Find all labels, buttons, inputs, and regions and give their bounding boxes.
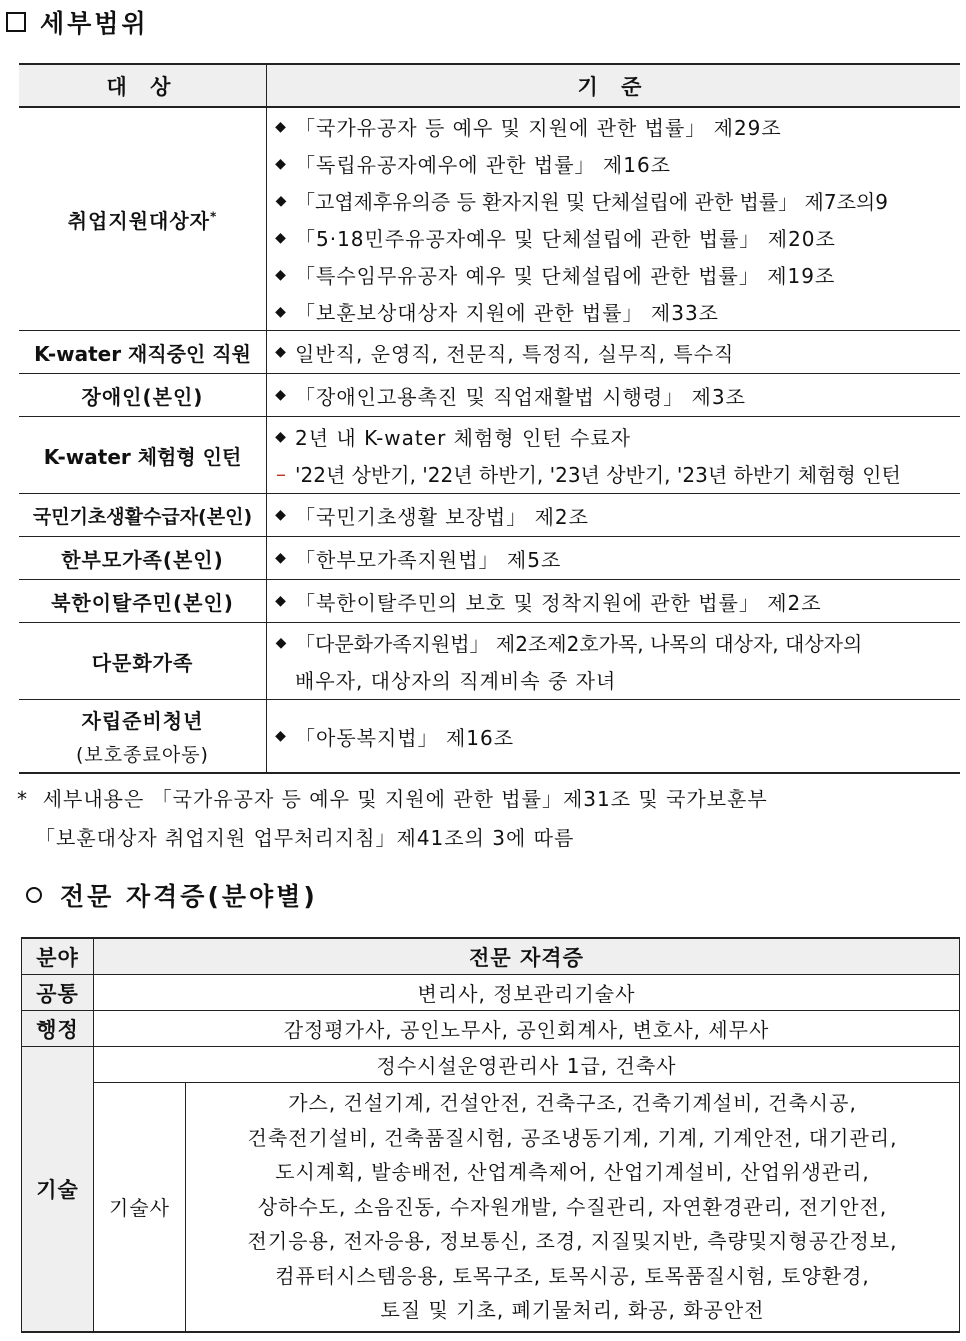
cert-line: 도시계획, 발송배전, 산업계측제어, 산업기계설비, 산업위생관리, [275,1160,870,1184]
criteria-cell [267,700,961,774]
table-row [22,1047,960,1083]
certificate-table-header [22,938,960,975]
header-target: 대 상 [19,64,267,107]
criteria-cell [267,580,961,623]
footnote-line: 「보훈대상자 취업지원 업무처리지침」제41조의 3에 따름 [35,826,575,850]
certificate-table [21,937,960,1333]
target-cell [19,700,267,774]
criteria-item: ◆ 「다문화가족지원법」 제2조제2호가목, 나목의 대상자, 대상자의 [267,624,960,661]
table-row [19,331,960,374]
criteria-cell [267,374,961,417]
bullet-icon: ◆ [275,507,287,523]
table-row [19,494,960,537]
cert-line: 가스, 건설기계, 건설안전, 건축구조, 건축기계설비, 건축시공, [288,1091,857,1115]
table-row [19,417,960,494]
bullet-icon: ◆ [275,303,287,320]
table-row [22,1083,960,1332]
bullet-icon: ◆ [275,229,287,246]
criteria-item: ◆ 「보훈보상대상자 지원에 관한 법률」 제33조 [267,293,960,330]
target-cell: K-water 체험형 인턴 [19,417,267,494]
target-label: 취업지원대상자 [67,208,210,233]
bullet-icon: ◆ [275,428,287,445]
header-field: 분야 [22,938,94,975]
scope-table [19,63,960,774]
scope-table-header [19,64,960,107]
footnote-mark: * [209,208,218,223]
target-cell: 국민기초생활수급자(본인) [19,494,267,537]
certs-cell: 감정평가사, 공인노무사, 공인회계사, 변호사, 세무사 [94,1011,960,1047]
footnote [17,780,962,858]
subsection-title-text: 전문 자격증(분야별) [60,882,318,911]
certs-cell [186,1083,960,1332]
cert-line: 건축전기설비, 건축품질시험, 공조냉동기계, 기계, 기계안전, 대기관리, [247,1125,898,1150]
field-cell: 기술 [22,1047,94,1332]
criteria-continuation: 배우자, 대상자의 직계비속 중 자녀 [295,669,617,693]
table-row [19,580,960,623]
criteria-cell [267,623,961,700]
circle-bullet-icon [26,887,42,903]
bullet-icon: ◆ [275,550,287,566]
table-row [22,975,960,1011]
target-sublabel: (보호종료아동) [76,744,209,766]
bullet-icon: ◆ [275,344,287,360]
table-row [19,374,960,417]
target-cell [19,107,267,331]
bullet-icon: ◆ [275,593,287,609]
bullet-icon: ◆ [275,634,287,651]
bullet-icon: ◆ [275,728,287,744]
section-title-text: 세부범위 [40,9,149,38]
criteria-item: ◆ 「아동복지법」 제16조 [267,718,960,755]
bullet-icon: ◆ [275,387,287,403]
table-row [19,700,960,774]
target-cell: K-water 재직중인 직원 [19,331,267,374]
dash-icon: – [276,461,286,486]
certs-cell: 정수시설운영관리사 1급, 건축사 [94,1047,960,1083]
bullet-icon: ◆ [275,155,287,172]
criteria-item: ◆ 「국민기초생활 보장법」 제2조 [267,497,960,534]
table-row [19,107,960,331]
target-cell: 북한이탈주민(본인) [19,580,267,623]
criteria-item: ◆ 2년 내 K-water 체험형 인턴 수료자 [267,418,960,455]
target-label: 자립준비청년 [81,709,204,733]
criteria-cell [267,331,961,374]
criteria-subitem: – '22년 상반기, '22년 하반기, '23년 상반기, '23년 하반기 체험형 인턴 [267,455,960,492]
bullet-icon: ◆ [275,192,287,209]
criteria-cell [267,417,961,494]
bullet-icon: ◆ [275,118,287,135]
criteria-item: ◆ 「장애인고용촉진 및 직업재활법 시행령」 제3조 [267,377,960,414]
field-cell: 공통 [22,975,94,1011]
subsection-title [26,875,318,915]
table-row [19,623,960,700]
bullet-icon: ◆ [275,266,287,283]
subfield-cell: 기술사 [94,1083,186,1332]
criteria-item: ◆ 「국가유공자 등 예우 및 지원에 관한 법률」 제29조 [267,108,960,145]
criteria-item: ◆ 일반직, 운영직, 전문직, 특정직, 실무직, 특수직 [267,334,960,371]
target-cell: 한부모가족(본인) [19,537,267,580]
table-row [19,537,960,580]
criteria-cell [267,537,961,580]
criteria-item: ◆ 「한부모가족지원법」 제5조 [267,540,960,577]
field-cell: 행정 [22,1011,94,1047]
criteria-item: ◆ 「특수임무유공자 예우 및 단체설립에 관한 법률」 제19조 [267,256,960,293]
header-certs: 전문 자격증 [94,938,960,975]
checkbox-icon [6,12,26,32]
table-row [22,1011,960,1047]
cert-line: 토질 및 기초, 폐기물처리, 화공, 화공안전 [380,1298,765,1322]
footnote-mark: * [17,787,28,811]
header-criteria: 기 준 [267,64,961,107]
certs-cell: 변리사, 정보관리기술사 [94,975,960,1011]
cert-line: 전기응용, 전자응용, 정보통신, 조경, 지질및지반, 측량및지형공간정보, [247,1229,898,1253]
target-cell: 장애인(본인) [19,374,267,417]
criteria-cell [267,107,961,331]
criteria-item: ◆ 「북한이탈주민의 보호 및 정착지원에 관한 법률」 제2조 [267,583,960,620]
footnote-line: * 세부내용은 「국가유공자 등 예우 및 지원에 관한 법률」제31조 및 국가보훈부 [17,787,768,811]
cert-line: 상하수도, 소음진동, 수자원개발, 수질관리, 자연환경관리, 전기안전, [257,1194,888,1219]
cert-line: 컴퓨터시스템응용, 토목구조, 토목시공, 토목품질시험, 토양환경, [275,1263,870,1288]
section-title [6,2,149,42]
target-cell: 다문화가족 [19,623,267,700]
criteria-cell [267,494,961,537]
criteria-item: ◆ 「5·18민주유공자예우 및 단체설립에 관한 법률」 제20조 [267,219,960,256]
criteria-item: ◆ 「고엽제후유의증 등 환자지원 및 단체설립에 관한 법률」 제7조의9 [267,182,960,219]
criteria-item: ◆ 「독립유공자예우에 관한 법률」 제16조 [267,145,960,182]
